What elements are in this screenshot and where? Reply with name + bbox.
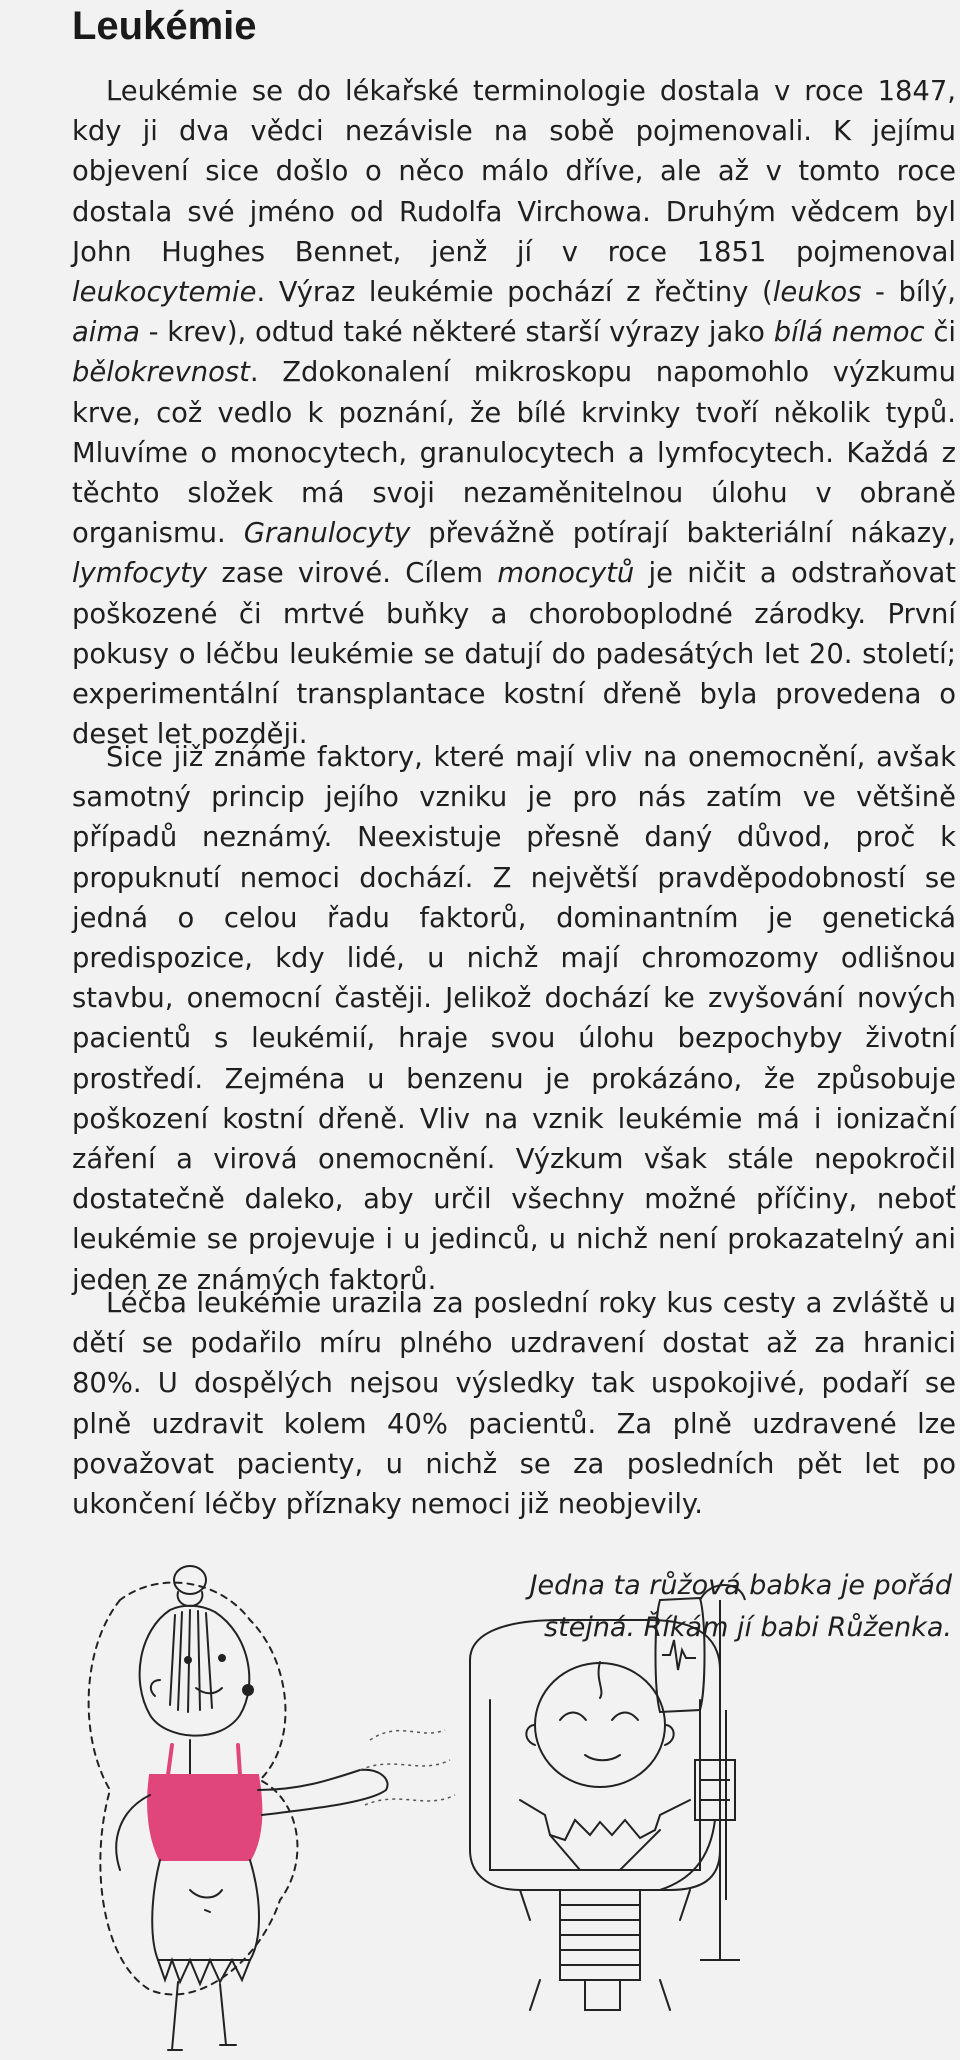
- paragraph-history: [72, 72, 956, 755]
- caption-line-2: stejná. Říkám jí babi Růženka.: [544, 1612, 952, 1643]
- text-run: Leukémie se do lékařské terminologie dostala v roce 1847, kdy ji dva vědci nezávisle na sobě pojmenovali. K jejímu objevení sice došlo o něco málo dříve, ale až v tomto roce dostala své jméno od Rudolfa Virchowa. Druhým vědcem byl John Hughes Bennet, jenž jí v roce 1851 pojmenoval: [72, 76, 956, 268]
- italic-term: lymfocyty: [72, 558, 208, 590]
- child-drawing-illustration: [0, 1540, 960, 2060]
- text-run: Sice již známe faktory, které mají vliv na onemocnění, avšak samotný princip jejího vzniku je pro nás zatím ve většině případů neznámý. Neexistuje přesně daný důvod, proč k propuknutí nemoci dochází. Z největší pravděpodobností se jedná o celou řadu faktorů, dominantním je genetická predispozice, kdy lidé, u nichž mají chromozomy odlišnou stavbu, onemocní častěji. Jelikož dochází ke zvyšování nových pacientů s leukémií, hraje svou úlohu bezpochyby životní prostředí. Zejména u benzenu je prokázáno, že způsobuje poškození kostní dřeně. Vliv na vznik leukémie má i ionizační záření a virová onemocnění. Výzkum však stále nepokročil dostatečně daleko, aby určil všechny možné příčiny, neboť leukémie se projevuje i u jedinců, u nichž není prokazatelný ani jeden ze známých faktorů.: [72, 742, 956, 1296]
- text-run: . Zdokonalení mikroskopu napomohlo výzkumu krve, což vedlo k poznání, že bílé krvinky tvoří několik typů. Mluvíme o monocytech, granulocytech a lymfocytech. Každá z těchto složek má svoji nezaměnitelnou úlohu v obraně organismu.: [72, 357, 956, 550]
- pink-grandma-drawing: [89, 1566, 388, 2050]
- paragraph-causes: [72, 738, 956, 1301]
- italic-term: leukocytemie: [72, 277, 257, 309]
- page-title: Leukémie: [72, 4, 257, 48]
- text-run: je ničit a odstraňovat poškozené či mrtvé buňky a choroboplodné zárodky. První pokusy o léčbu leukémie se datují do padesátých let 20. století; experimentální transplantace kostní dřeně byla provedena o deset let později.: [72, 558, 956, 751]
- text-run: - bílý,: [861, 277, 956, 309]
- text-run: Léčba leukémie urazila za poslední roky kus cesty a zvláště u dětí se podařilo míru plného uzdravení dostat až za hranici 80%. U dospělých nejsou výsledky tak uspokojivé, podaří se plně uzdravit kolem 40% pacientů. Za plně uzdravené lze považovat pacienty, u nichž se za posledních pět let po ukončení léčby příznaky nemoci již neobjevily.: [72, 1288, 956, 1521]
- italic-term: Granulocyty: [243, 518, 411, 550]
- italic-term: bělokrevnost: [72, 357, 250, 389]
- italic-term: monocytů: [497, 558, 635, 590]
- text-run: či: [924, 317, 956, 349]
- child-in-bed-drawing: [470, 1620, 720, 2010]
- text-run: - krev), odtud také některé starší výrazy jako: [139, 317, 774, 349]
- italic-term: aima: [72, 317, 140, 349]
- text-run: . Výraz leukémie pochází z řečtiny (: [256, 277, 773, 309]
- caption-line-1: Jedna ta růžová babka je pořád: [529, 1570, 952, 1601]
- italic-term: bílá nemoc: [773, 317, 925, 349]
- smoke-lines-drawing: [360, 1730, 455, 1805]
- text-run: převážně potírají bakteriální nákazy,: [410, 518, 956, 550]
- text-run: zase virové. Cílem: [207, 558, 498, 590]
- paragraph-treatment: [72, 1284, 956, 1525]
- italic-term: leukos: [772, 277, 862, 309]
